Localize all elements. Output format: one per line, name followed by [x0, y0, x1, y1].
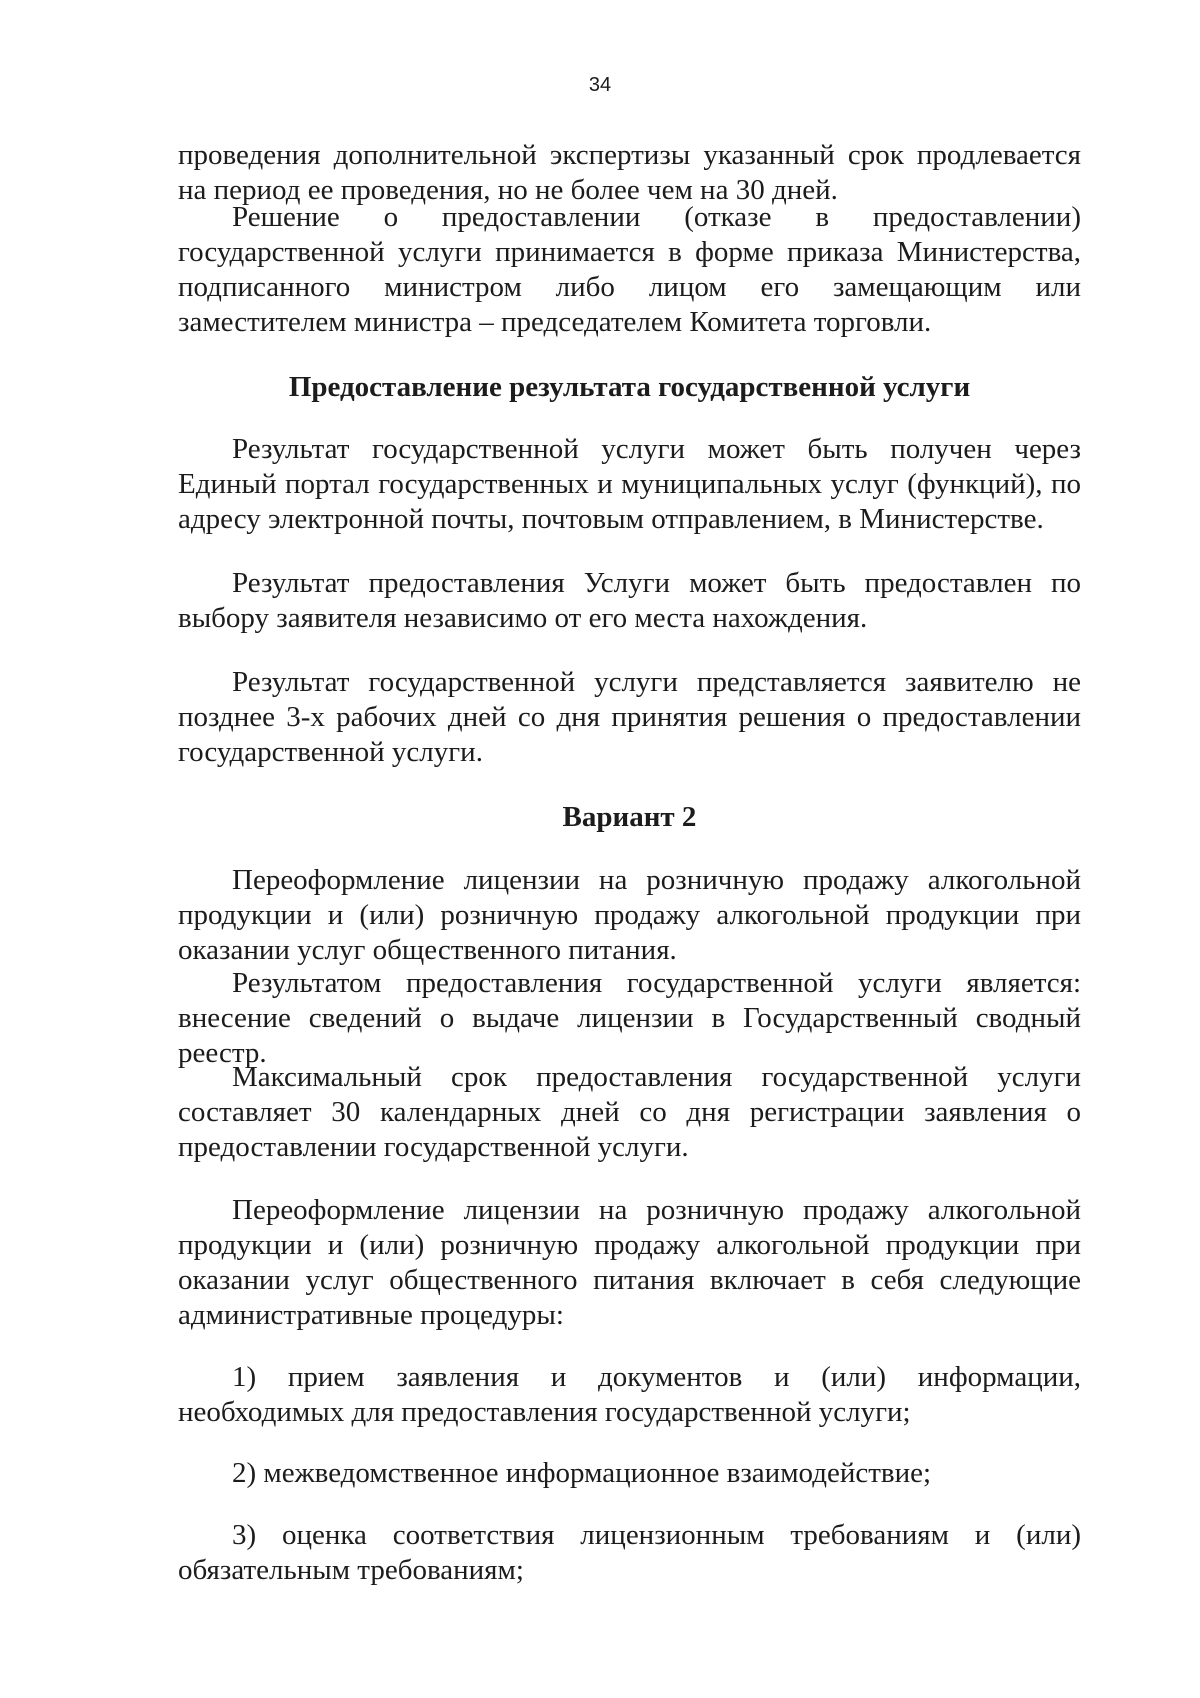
list-item-procedure-3: 3) оценка соответствия лицензионным требованиям и (или) обязательным требованиям;	[178, 1519, 1081, 1586]
paragraph-variant-2-result: Результатом предоставления государственной услуги является: внесение сведений о выдаче лицензии в Государственный сводный реестр.	[178, 967, 1081, 1069]
paragraph-result-channels: Результат государственной услуги может быть получен через Единый портал государственных и муниципальных услуг (функций), по адресу электронной почты, почтовым отправлением, в Министерстве.	[178, 433, 1081, 535]
paragraph-decision: Решение о предоставлении (отказе в предоставлении) государственной услуги принимается в форме приказа Министерства, подписанного министром либо лицом его замещающим или заместителем министра – председателем Комитета торговли.	[178, 201, 1081, 338]
paragraph-procedures-intro: Переоформление лицензии на розничную продажу алкогольной продукции и (или) розничную продажу алкогольной продукции при оказании услуг общественного питания включает в себя следующие административные процедуры:	[178, 1194, 1081, 1331]
paragraph-max-term: Максимальный срок предоставления государственной услуги составляет 30 календарных дней со дня регистрации заявления о предоставлении государственной услуги.	[178, 1061, 1081, 1163]
list-item-procedure-1: 1) прием заявления и документов и (или) информации, необходимых для предоставления государственной услуги;	[178, 1361, 1081, 1428]
paragraph-expertise-extension: проведения дополнительной экспертизы указанный срок продлевается на период ее проведения, но не более чем на 30 дней.	[178, 139, 1081, 206]
section-heading-result: Предоставление результата государственной услуги	[288, 371, 971, 403]
paragraph-variant-2-description: Переоформление лицензии на розничную продажу алкогольной продукции и (или) розничную продажу алкогольной продукции при оказании услуг общественного питания.	[178, 864, 1081, 966]
paragraph-result-choice: Результат предоставления Услуги может быть предоставлен по выбору заявителя независимо от его места нахождения.	[178, 567, 1081, 634]
section-heading-variant-2: Вариант 2	[562, 801, 697, 833]
page-number: 34	[588, 74, 612, 96]
paragraph-result-deadline: Результат государственной услуги представляется заявителю не позднее 3-х рабочих дней со дня принятия решения о предоставлении государственной услуги.	[178, 666, 1081, 768]
list-item-procedure-2: 2) межведомственное информационное взаимодействие;	[232, 1457, 932, 1489]
